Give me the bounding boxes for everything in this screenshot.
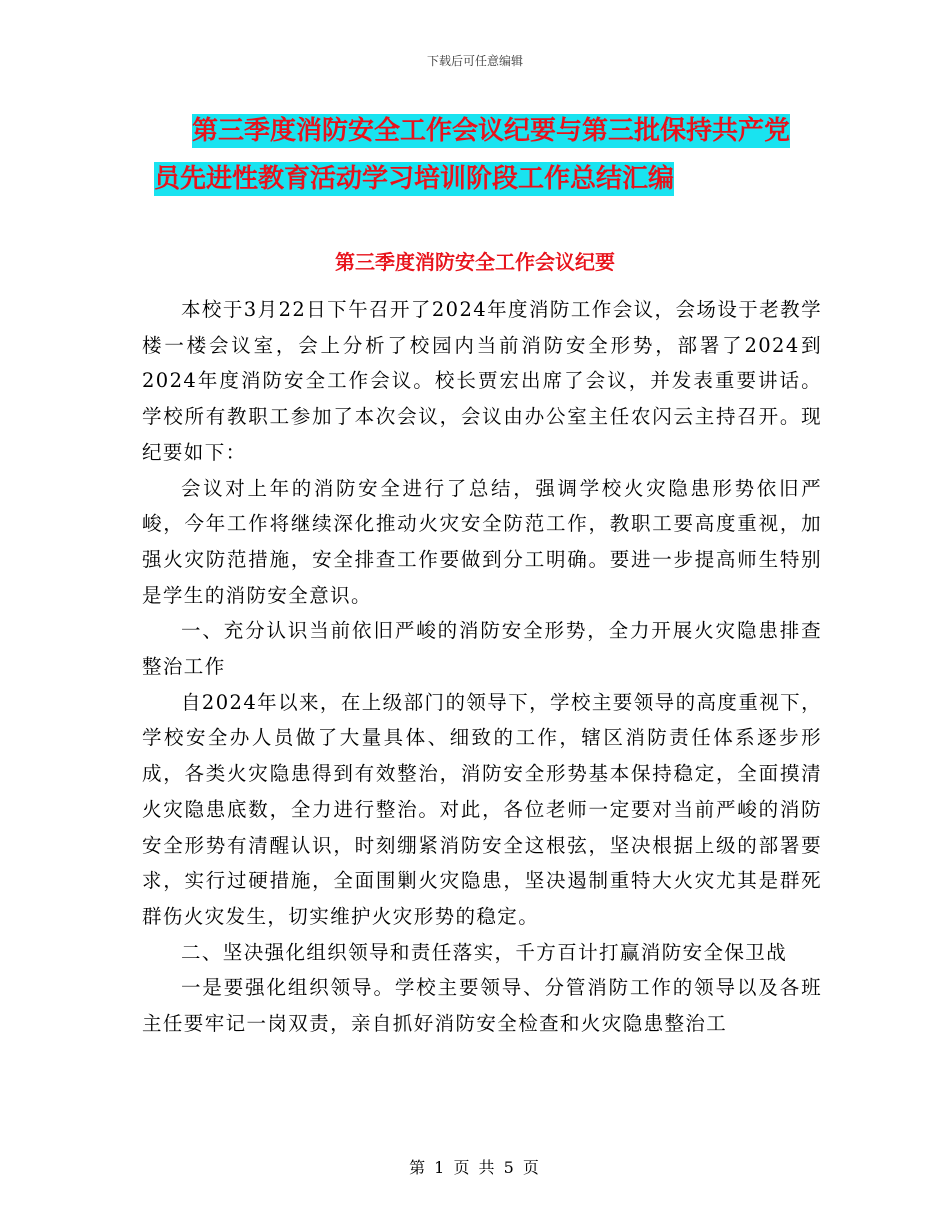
paragraph-summary: 会议对上年的消防安全进行了总结，强调学校火灾隐患形势依旧严峻，今年工作将继续深化推动火灾安全防范工作，教职工要高度重视，加强火灾防范措施，安全排查工作要做到分工明确。要进一步提高师生特别是学生的消防安全意识。 [142,476,822,607]
heading-two: 二、坚决强化组织领导和责任落实，千方百计打赢消防安全保卫战 [181,940,788,964]
title-line-2-text: 员先进性教育活动学习培训阶段工作总结汇编 [154,164,675,194]
document-body [142,292,822,1042]
header-note: 下载后可任意编辑 [426,54,523,68]
section-title: 第三季度消防安全工作会议纪要 [335,250,615,274]
document-title [140,107,830,203]
title-line-2 [140,155,830,203]
title-line-1-text: 第三季度消防安全工作会议纪要与第三批保持共产党 [192,116,791,146]
page-footer: 第 1 页 共 5 页 [409,1158,541,1177]
paragraph-intro: 本校于3月22日下午召开了2024年度消防工作会议，会场设于老教学楼一楼会议室，会上分析了校园内当前消防安全形势，部署了2024到2024年度消防安全工作会议。校长贾宏出席了会议，并发表重要讲话。学校所有教职工参加了本次会议，会议由办公室主任农闪云主持召开。现纪要如下： [142,298,822,464]
title-line-1 [140,107,830,155]
paragraph-situation: 自2024年以来，在上级部门的领导下，学校主要领导的高度重视下，学校安全办人员做了大量具体、细致的工作，辖区消防责任体系逐步形成，各类火灾隐患得到有效整治，消防安全形势基本保持稳定，全面摸清火灾隐患底数，全力进行整治。对此，各位老师一定要对当前严峻的消防安全形势有清醒认识，时刻绷紧消防安全这根弦，坚决根据上级的部署要求，实行过硬措施，全面围剿火灾隐患，坚决遏制重特大火灾尤其是群死群伤火灾发生，切实维护火灾形势的稳定。 [142,690,822,928]
paragraph-leadership: 一是要强化组织领导。学校主要领导、分管消防工作的领导以及各班主任要牢记一岗双责，亲自抓好消防安全检查和火灾隐患整治工 [142,976,822,1036]
heading-one: 一、充分认识当前依旧严峻的消防安全形势，全力开展火灾隐患排查整治工作 [142,619,822,679]
